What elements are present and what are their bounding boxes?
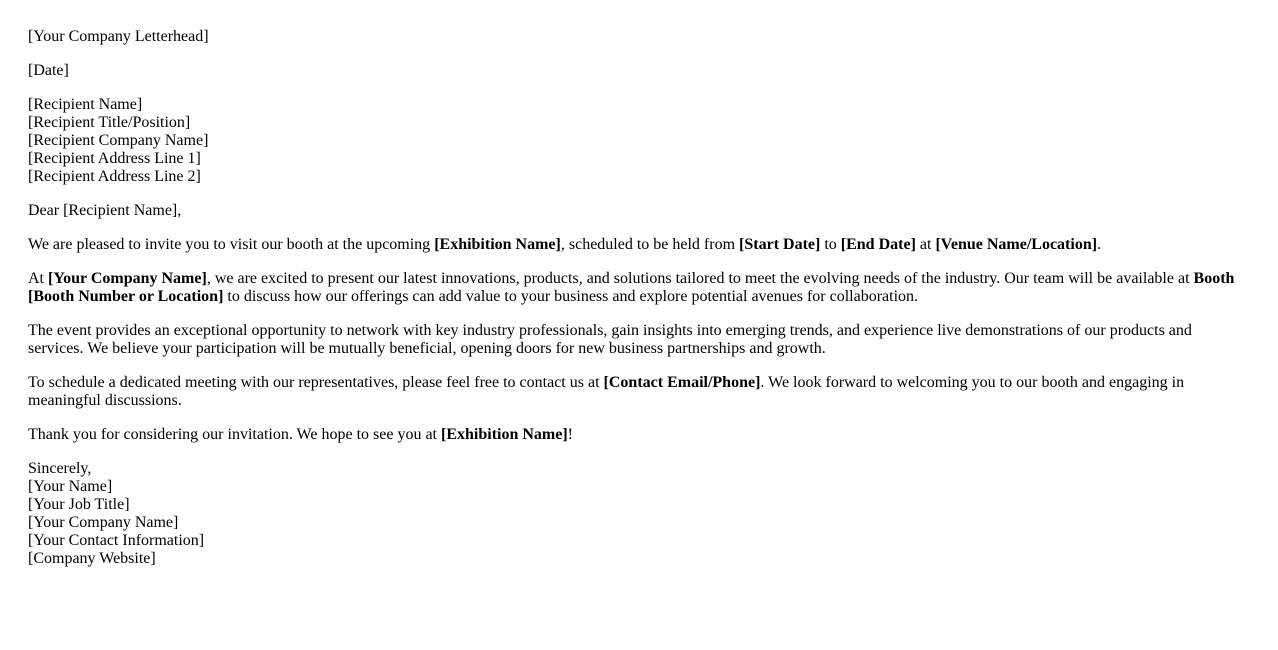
paragraph-text: We are pleased to invite you to visit our booth at the upcoming xyxy=(28,236,435,253)
paragraph-text: At xyxy=(28,270,48,287)
company-name: [Your Company Name] xyxy=(48,270,207,287)
paragraph-text: at xyxy=(915,236,936,253)
recipient-address-line-2: [Recipient Address Line 2] xyxy=(28,168,201,185)
recipient-company: [Recipient Company Name] xyxy=(28,132,209,149)
letterhead: [Your Company Letterhead] xyxy=(28,28,209,45)
contact-email-phone: [Contact Email/Phone] xyxy=(603,374,761,391)
booth-location: Booth [Booth Number or Location] xyxy=(28,270,1235,305)
paragraph-text: ! xyxy=(567,426,573,443)
paragraph-text: to discuss how our offerings can add value to your business and explore potential avenues for collaboration. xyxy=(223,288,919,305)
letter-document xyxy=(28,28,1250,584)
paragraph-thank-you xyxy=(28,426,1250,444)
paragraph-company-intro xyxy=(28,270,1250,306)
salutation: Dear [Recipient Name], xyxy=(28,202,182,219)
sender-company: [Your Company Name] xyxy=(28,514,179,531)
end-date: [End Date] xyxy=(840,236,916,253)
sender-contact: [Your Contact Information] xyxy=(28,532,205,549)
paragraph-text: Thank you for considering our invitation. We hope to see you at xyxy=(28,426,441,443)
paragraph-text: . xyxy=(1097,236,1102,253)
start-date: [Start Date] xyxy=(739,236,821,253)
paragraph-event-opportunity: The event provides an exceptional opportunity to network with key industry professionals, gain insights into emerging trends, and experience live demonstrations of our products and services. We believe your participation will be mutually beneficial, opening doors for new business partnerships and growth. xyxy=(28,322,1192,357)
exhibition-name: [Exhibition Name] xyxy=(441,426,568,443)
exhibition-name: [Exhibition Name] xyxy=(434,236,561,253)
closing-block xyxy=(28,460,1250,568)
company-website: [Company Website] xyxy=(28,550,156,567)
paragraph-schedule-meeting xyxy=(28,374,1250,410)
paragraph-text: to xyxy=(820,236,841,253)
letter-date: [Date] xyxy=(28,62,69,79)
recipient-title: [Recipient Title/Position] xyxy=(28,114,191,131)
sender-job-title: [Your Job Title] xyxy=(28,496,130,513)
paragraph-text: , we are excited to present our latest innovations, products, and solutions tailored to meet the evolving needs of the industry. Our team will be available at xyxy=(206,270,1194,287)
paragraph-invitation xyxy=(28,236,1250,254)
recipient-address-line-1: [Recipient Address Line 1] xyxy=(28,150,201,167)
recipient-block xyxy=(28,96,1250,186)
sign-off: Sincerely, xyxy=(28,460,92,477)
venue-location: [Venue Name/Location] xyxy=(935,236,1098,253)
paragraph-text: . We look forward to welcoming you to our booth and engaging in meaningful discussions. xyxy=(28,374,1185,409)
sender-name: [Your Name] xyxy=(28,478,113,495)
paragraph-text: To schedule a dedicated meeting with our representatives, please feel free to contact us at xyxy=(28,374,604,391)
paragraph-text: , scheduled to be held from xyxy=(560,236,740,253)
recipient-name: [Recipient Name] xyxy=(28,96,143,113)
